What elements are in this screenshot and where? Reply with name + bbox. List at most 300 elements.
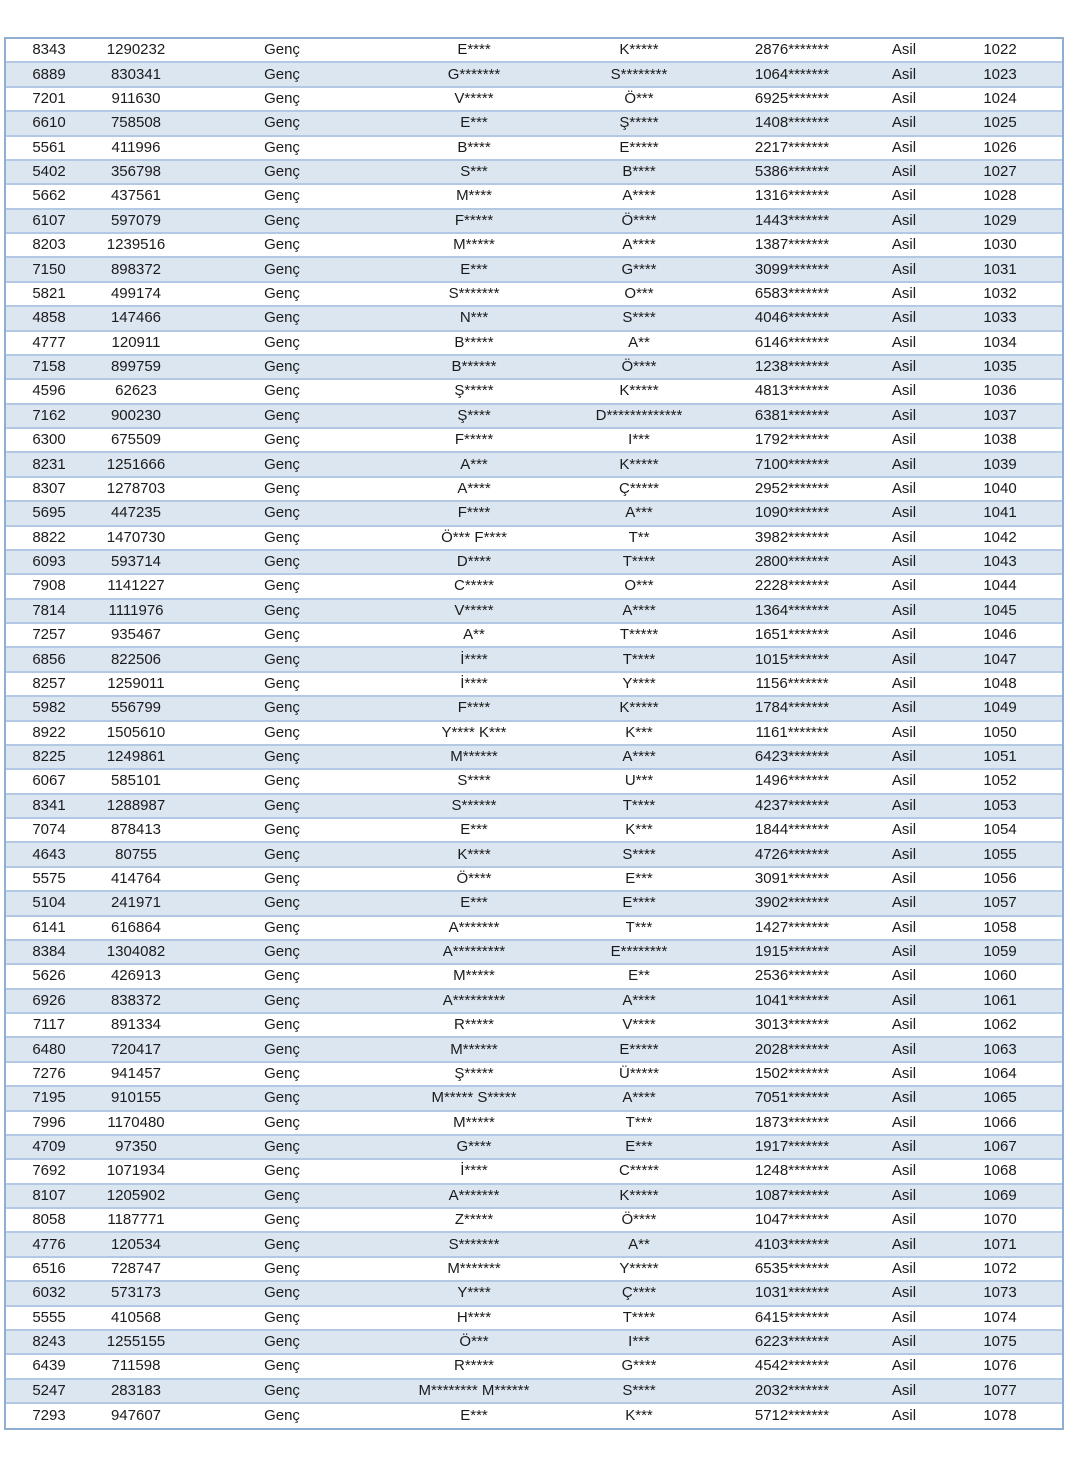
table-cell: 1068 [983,1162,1017,1180]
table-cell: 1041 [983,504,1017,522]
table-cell: 1057 [983,894,1017,912]
table-cell: Genç [264,1040,300,1058]
table-cell: E*** [460,114,488,132]
table-cell: 711598 [111,1357,161,1375]
table-cell: 1288987 [106,796,166,814]
table-cell: Genç [264,626,300,644]
table-cell: Genç [264,1089,300,1107]
table-cell: 1049 [983,699,1017,717]
table-cell: M**** [456,187,492,205]
table-row [6,258,1062,282]
table-cell: 898372 [110,260,162,278]
table-cell: Genç [264,553,300,571]
table-row [6,1087,1062,1111]
table-cell: Asil [891,211,917,229]
table-cell: 1028 [983,187,1017,205]
table-cell: Asil [891,1284,917,1302]
table-cell: Genç [264,1113,300,1131]
table-cell: Genç [264,674,300,692]
table-row [6,770,1062,794]
table-cell: Ö**** [456,869,492,887]
table-cell: 7276 [32,1064,66,1082]
table-cell: Genç [264,1381,300,1399]
table-cell: 5555 [32,1308,66,1326]
table-cell: 241971 [110,894,162,912]
table-cell: 1074 [983,1308,1017,1326]
table-cell: Genç [264,358,300,376]
table-cell: Asil [891,333,917,351]
table-cell: 1255155 [106,1333,166,1351]
table-cell: Genç [264,943,300,961]
table-cell: 3982******* [754,528,830,546]
table-cell: 6925******* [754,89,830,107]
table-cell: Genç [264,114,300,132]
table-cell: 4643 [32,845,66,863]
table-cell: Asil [891,699,917,717]
table-row [6,843,1062,867]
table-cell: Asil [891,260,917,278]
table-cell: 80755 [115,845,157,863]
table-cell: 7195 [32,1089,66,1107]
table-row [6,1136,1062,1160]
table-cell: 1651******* [754,626,830,644]
table-cell: 3091******* [754,869,830,887]
table-cell: S**** [622,309,656,327]
table-cell: 411996 [111,138,161,156]
table-cell: Genç [264,65,300,83]
table-row [6,1160,1062,1184]
table-cell: 1502******* [754,1064,830,1082]
table-cell: Z***** [454,1211,494,1229]
table-cell: F**** [457,699,491,717]
table-cell: Asil [891,1113,917,1131]
table-cell: V***** [454,601,494,619]
table-cell: 1032 [983,284,1017,302]
table-cell: 2228******* [754,577,830,595]
table-cell: 1278703 [106,479,166,497]
table-cell: 1076 [983,1357,1017,1375]
table-cell: A**** [622,187,656,205]
table-row [6,112,1062,136]
table-cell: 5104 [32,894,66,912]
table-cell: R***** [453,1016,495,1034]
table-cell: 6146******* [754,333,830,351]
table-cell: Asil [891,358,917,376]
table-cell: Genç [264,406,300,424]
table-cell: 1062 [983,1016,1017,1034]
table-cell: Asil [891,1308,917,1326]
table-cell: Genç [264,1162,300,1180]
table-cell: Asil [891,138,917,156]
results-table [4,37,1064,1430]
table-cell: Genç [264,236,300,254]
table-cell: 1042 [983,528,1017,546]
table-cell: Ü***** [618,1064,660,1082]
table-cell: 1058 [983,918,1017,936]
table-cell: Asil [891,772,917,790]
table-cell: 1238******* [754,358,830,376]
table-cell: 2032******* [754,1381,830,1399]
table-cell: 6583******* [754,284,830,302]
table-cell: 1187771 [107,1211,165,1229]
table-row [6,137,1062,161]
table-cell: Genç [264,1186,300,1204]
table-cell: Genç [264,991,300,1009]
table-cell: Asil [891,626,917,644]
table-row [6,1355,1062,1379]
table-cell: M***** S***** [431,1089,517,1107]
table-cell: 1034 [983,333,1017,351]
table-cell: 8107 [32,1186,66,1204]
table-cell: A******* [448,1186,500,1204]
table-cell: 2217******* [754,138,830,156]
table-cell: T**** [622,553,656,571]
table-cell: 1249861 [106,748,166,766]
table-cell: Asil [891,187,917,205]
table-cell: 1041******* [754,991,830,1009]
table-cell: 911630 [111,89,161,107]
table-cell: 1316******* [754,187,830,205]
table-row [6,1331,1062,1355]
table-row [6,697,1062,721]
table-cell: A** [628,1235,650,1253]
table-cell: 1063 [983,1040,1017,1058]
table-cell: 941457 [110,1064,162,1082]
table-cell: Asil [891,1162,917,1180]
table-cell: 1387******* [754,236,830,254]
table-cell: A**** [622,601,656,619]
table-cell: 410568 [110,1308,162,1326]
table-cell: S*** [460,163,488,181]
table-cell: Asil [891,1186,917,1204]
table-cell: 1031 [983,260,1017,278]
table-cell: B**** [622,163,656,181]
table-cell: Ö**** [621,1211,657,1229]
table-row [6,746,1062,770]
table-row [6,990,1062,1014]
table-cell: 1170480 [107,1113,165,1131]
table-cell: 1036 [983,382,1017,400]
table-cell: 1031******* [754,1284,830,1302]
table-cell: 7692 [32,1162,66,1180]
table-cell: 7100******* [754,455,830,473]
table-cell: 6610 [32,114,66,132]
table-cell: A**** [622,236,656,254]
table-cell: 1056 [983,869,1017,887]
table-row [6,819,1062,843]
table-cell: 900230 [110,406,162,424]
table-cell: 616864 [110,918,162,936]
table-cell: 1030 [983,236,1017,254]
table-cell: T**** [622,1308,656,1326]
table-cell: Asil [891,1259,917,1277]
table-cell: E**** [622,894,656,912]
table-cell: 2800******* [754,553,830,571]
table-cell: 1304082 [106,943,166,961]
table-cell: 1290232 [106,41,166,59]
table-cell: T*** [625,918,653,936]
table-cell: Ş***** [454,382,494,400]
table-cell: Asil [891,431,917,449]
table-cell: 1067 [983,1138,1017,1156]
table-cell: 899759 [110,358,162,376]
table-cell: 8822 [32,528,66,546]
table-cell: Asil [891,1235,917,1253]
table-cell: Ş**** [457,406,491,424]
table-cell: Genç [264,1064,300,1082]
table-cell: 2028******* [754,1040,830,1058]
table-cell: 1064******* [754,65,830,83]
table-cell: Asil [891,1381,917,1399]
table-row [6,210,1062,234]
table-cell: 2876******* [754,41,830,59]
table-cell: 4726******* [754,845,830,863]
table-cell: 7996 [32,1113,66,1131]
table-cell: 573173 [110,1284,162,1302]
table-cell: Genç [264,1333,300,1351]
table-cell: A*** [460,455,488,473]
table-cell: 1046 [983,626,1017,644]
table-cell: T** [628,528,650,546]
table-cell: F***** [454,211,494,229]
table-cell: 1427******* [754,918,830,936]
table-cell: 1051 [983,748,1017,766]
table-row [6,332,1062,356]
table-cell: 437561 [110,187,162,205]
table-cell: 5821 [32,284,66,302]
table-cell: Asil [891,650,917,668]
table-cell: Asil [891,479,917,497]
table-cell: 5247 [32,1381,66,1399]
table-cell: Asil [891,991,917,1009]
table-cell: Genç [264,1211,300,1229]
table-cell: 675509 [110,431,162,449]
table-cell: 1052 [983,772,1017,790]
table-cell: 1064 [983,1064,1017,1082]
table-cell: 5575 [32,869,66,887]
table-cell: V***** [454,89,494,107]
table-cell: S******** [610,65,668,83]
table-cell: Genç [264,187,300,205]
table-cell: 5982 [32,699,66,717]
table-cell: 1027 [983,163,1017,181]
table-row [6,185,1062,209]
table-cell: 1072 [983,1259,1017,1277]
table-cell: 6423******* [754,748,830,766]
table-cell: 1071 [983,1235,1017,1253]
table-cell: Asil [891,528,917,546]
table-cell: A********* [442,943,506,961]
table-cell: 830341 [110,65,162,83]
table-cell: 1045 [983,601,1017,619]
table-row [6,63,1062,87]
table-cell: 878413 [110,821,162,839]
table-cell: Genç [264,260,300,278]
table-cell: Ö**** [621,211,657,229]
table-cell: 1015******* [754,650,830,668]
table-row [6,892,1062,916]
table-cell: 4237******* [754,796,830,814]
table-cell: Asil [891,382,917,400]
table-cell: 6093 [32,553,66,571]
table-cell: 4813******* [754,382,830,400]
table-cell: 5561 [32,138,66,156]
table-cell: 1075 [983,1333,1017,1351]
table-row [6,1063,1062,1087]
table-row [6,673,1062,697]
table-cell: Genç [264,431,300,449]
table-cell: Genç [264,601,300,619]
results-table-body [6,39,1062,1428]
table-cell: 1205902 [106,1186,166,1204]
table-cell: Genç [264,577,300,595]
table-cell: 8307 [32,479,66,497]
table-cell: E*** [625,1138,653,1156]
table-row [6,453,1062,477]
table-row [6,405,1062,429]
table-cell: 147466 [110,309,162,327]
table-cell: Ö*** [624,89,654,107]
table-cell: 8343 [32,41,66,59]
table-cell: C***** [453,577,495,595]
table-cell: Genç [264,699,300,717]
table-cell: Asil [891,1040,917,1058]
table-cell: 1029 [983,211,1017,229]
table-cell: 1070 [983,1211,1017,1229]
table-cell: 1039 [983,455,1017,473]
table-cell: 1161******* [755,723,829,741]
table-cell: Asil [891,1138,917,1156]
table-cell: E*** [460,1407,488,1425]
table-cell: Asil [891,284,917,302]
table-cell: Asil [891,236,917,254]
table-cell: 283183 [110,1381,162,1399]
table-cell: Genç [264,967,300,985]
table-cell: Y**** [622,674,656,692]
table-cell: E***** [619,1040,659,1058]
table-cell: 1024 [983,89,1017,107]
table-cell: 758508 [110,114,162,132]
table-cell: Asil [891,967,917,985]
table-cell: 4777 [32,333,66,351]
table-cell: 6067 [32,772,66,790]
table-cell: S******* [448,1235,500,1253]
table-cell: Asil [891,1089,917,1107]
table-cell: 5402 [32,163,66,181]
table-cell: Asil [891,1016,917,1034]
table-cell: 1248******* [754,1162,830,1180]
table-cell: R***** [453,1357,495,1375]
table-cell: 1251666 [106,455,166,473]
table-cell: 4858 [32,309,66,327]
table-cell: Asil [891,553,917,571]
table-cell: K*** [625,821,653,839]
table-cell: 1073 [983,1284,1017,1302]
table-cell: 720417 [110,1040,162,1058]
table-row [6,917,1062,941]
table-cell: 5626 [32,967,66,985]
table-cell: 1047******* [754,1211,830,1229]
table-cell: 910155 [110,1089,162,1107]
table-cell: 8203 [32,236,66,254]
table-cell: 3099******* [754,260,830,278]
table-cell: 5712******* [754,1407,830,1425]
table-cell: 6856 [32,650,66,668]
table-row [6,648,1062,672]
table-cell: S**** [622,845,656,863]
table-cell: 7051******* [754,1089,830,1107]
table-cell: 1035 [983,358,1017,376]
table-cell: B**** [457,138,491,156]
table-cell: Asil [891,674,917,692]
table-cell: Ö*** F**** [441,528,507,546]
table-cell: 7162 [32,406,66,424]
table-cell: 6926 [32,991,66,1009]
table-cell: 1408******* [754,114,830,132]
table-cell: F***** [454,431,494,449]
table-cell: T**** [622,796,656,814]
table-row [6,1185,1062,1209]
table-row [6,1038,1062,1062]
table-cell: F**** [457,504,491,522]
table-cell: K***** [619,699,659,717]
table-cell: Asil [891,65,917,83]
table-row [6,941,1062,965]
table-row [6,1404,1062,1428]
table-cell: 1059 [983,943,1017,961]
table-cell: 62623 [115,382,157,400]
table-cell: 8257 [32,674,66,692]
table-cell: Genç [264,309,300,327]
table-cell: 8922 [32,723,66,741]
table-cell: 1023 [983,65,1017,83]
table-cell: İ**** [460,674,488,692]
table-cell: C***** [618,1162,660,1180]
table-row [6,88,1062,112]
table-cell: 1844******* [754,821,830,839]
table-cell: 3902******* [754,894,830,912]
table-cell: Genç [264,333,300,351]
table-cell: Genç [264,163,300,181]
table-cell: 556799 [110,699,162,717]
table-cell: D**** [456,553,492,571]
table-cell: 447235 [110,504,162,522]
table-cell: 1037 [983,406,1017,424]
table-cell: Asil [891,1333,917,1351]
table-cell: 8243 [32,1333,66,1351]
table-cell: Genç [264,504,300,522]
table-cell: 1071934 [106,1162,166,1180]
table-cell: 8225 [32,748,66,766]
table-cell: A******* [448,918,500,936]
table-cell: H**** [456,1308,492,1326]
table-cell: Asil [891,943,917,961]
table-cell: Asil [891,309,917,327]
table-cell: 1259011 [107,674,165,692]
table-cell: 597079 [110,211,162,229]
table-cell: 1038 [983,431,1017,449]
table-cell: G**** [621,1357,657,1375]
table-row [6,527,1062,551]
table-cell: 1443******* [754,211,830,229]
table-cell: Asil [891,894,917,912]
table-cell: A** [628,333,650,351]
table-cell: O*** [624,284,654,302]
table-cell: I*** [628,1333,650,1351]
table-cell: Ö**** [621,358,657,376]
table-cell: 1060 [983,967,1017,985]
table-cell: M******* [447,1259,501,1277]
